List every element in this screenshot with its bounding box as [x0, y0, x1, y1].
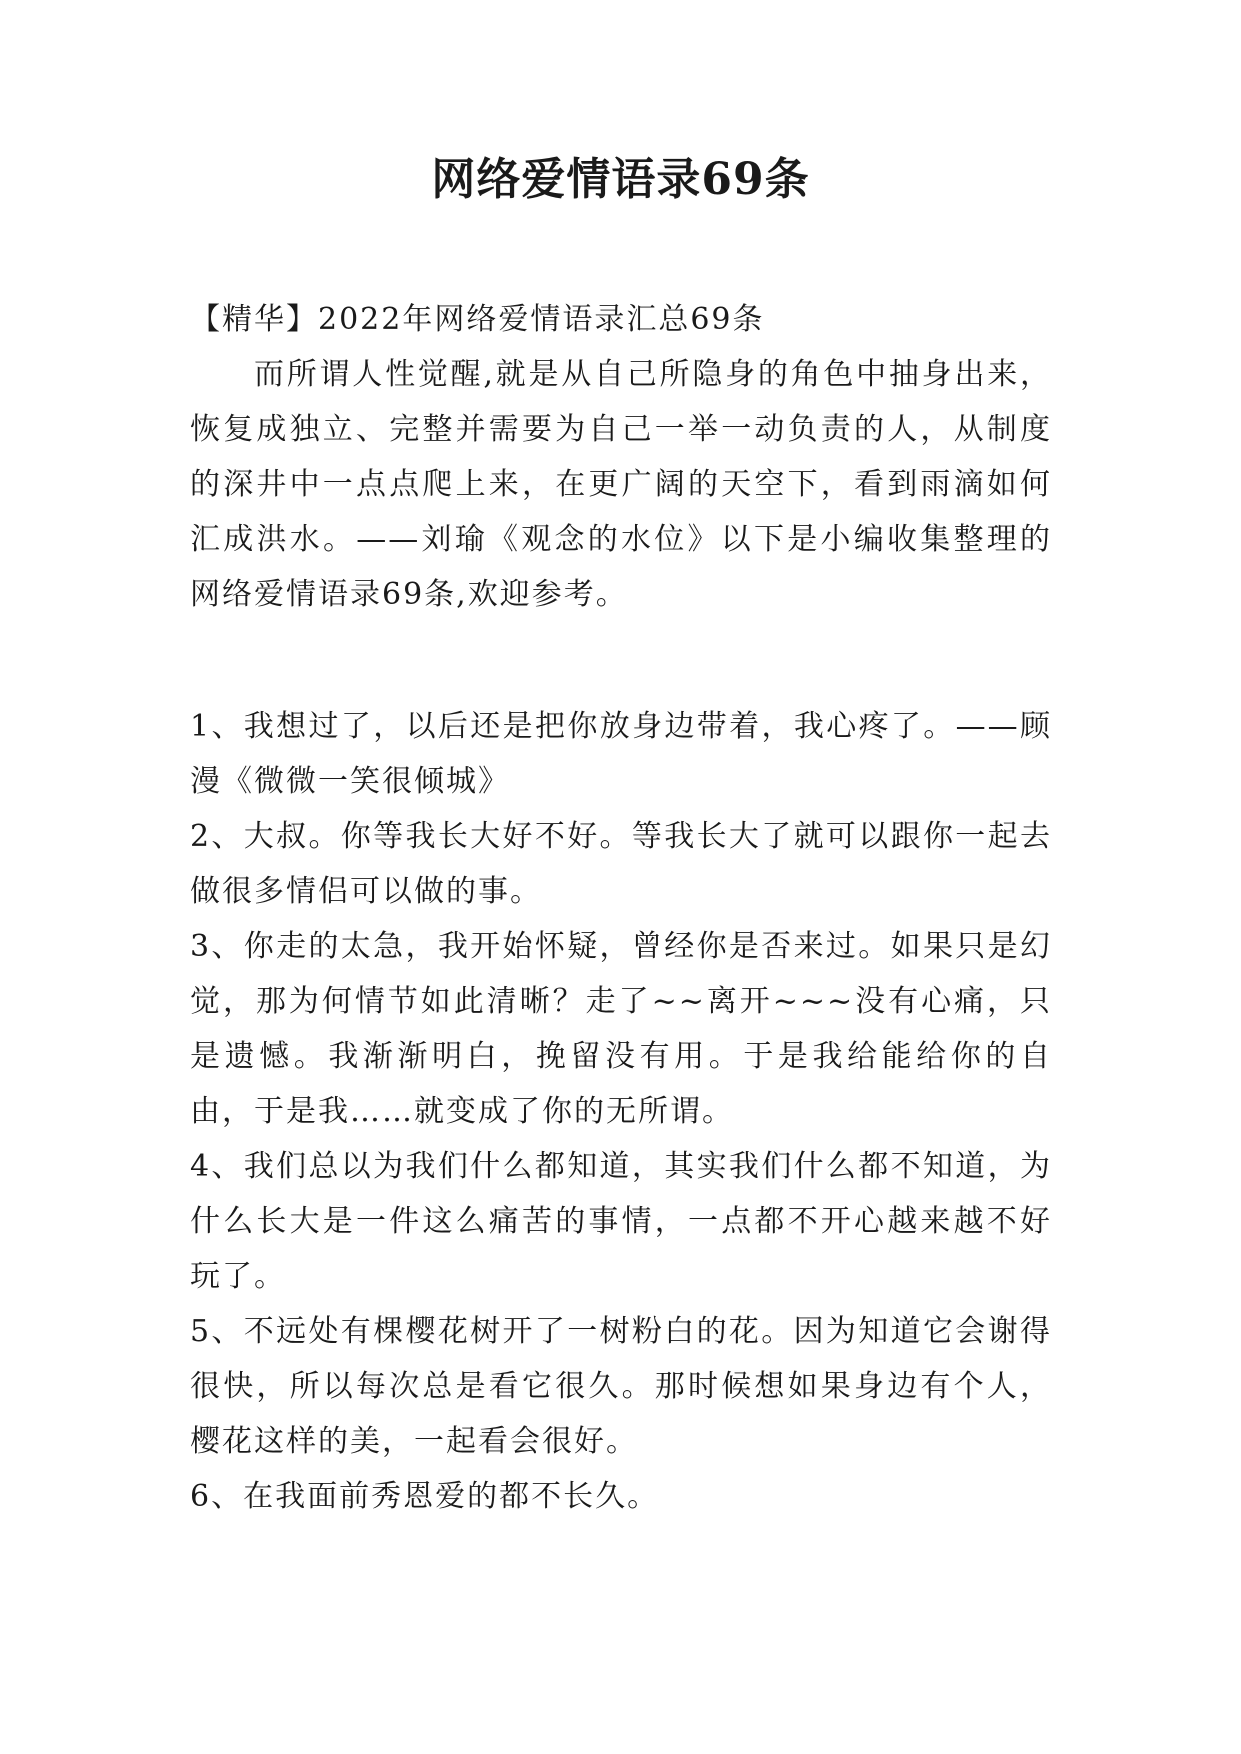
- intro-text: 而所谓人性觉醒,就是从自己所隐身的角色中抽身出来，恢复成独立、完整并需要为自己一举一动负责的人，从制度的深井中一点点爬上来，在更广阔的天空下，看到雨滴如何汇成洪水。——刘瑜《观念的水位》以下是小编收集整理的网络爱情语录69条,欢迎参考。: [190, 357, 1052, 612]
- subtitle-text: 【精华】2022年网络爱情语录汇总69条: [190, 302, 765, 337]
- quote-item: 3、你走的太急，我开始怀疑，曾经你是否来过。如果只是幻觉，那为何情节如此清晰？走了~~离开~~~没有心痛，只是遗憾。我渐渐明白，挽留没有用。于是我给能给你的自由，于是我……就变成了你的无所谓。: [190, 929, 1052, 1129]
- quote-item: 2、大叔。你等我长大好不好。等我长大了就可以跟你一起去做很多情侣可以做的事。: [190, 819, 1052, 909]
- quote-item: 5、不远处有棵樱花树开了一树粉白的花。因为知道它会谢得很快，所以每次总是看它很久。那时候想如果身边有个人，樱花这样的美，一起看会很好。: [190, 1314, 1052, 1459]
- subtitle: [190, 292, 1052, 347]
- quote-item: 1、我想过了，以后还是把你放身边带着，我心疼了。——顾漫《微微一笑很倾城》: [190, 709, 1052, 799]
- quote-item: 4、我们总以为我们什么都知道，其实我们什么都不知道，为什么长大是一件这么痛苦的事情，一点都不开心越来越不好玩了。: [190, 1149, 1052, 1294]
- quote-list: [190, 699, 1052, 1524]
- intro-paragraph: [190, 347, 1052, 622]
- quote-item: 6、在我面前秀恩爱的都不长久。: [190, 1479, 660, 1514]
- page-title: 网络爱情语录69条: [431, 154, 810, 205]
